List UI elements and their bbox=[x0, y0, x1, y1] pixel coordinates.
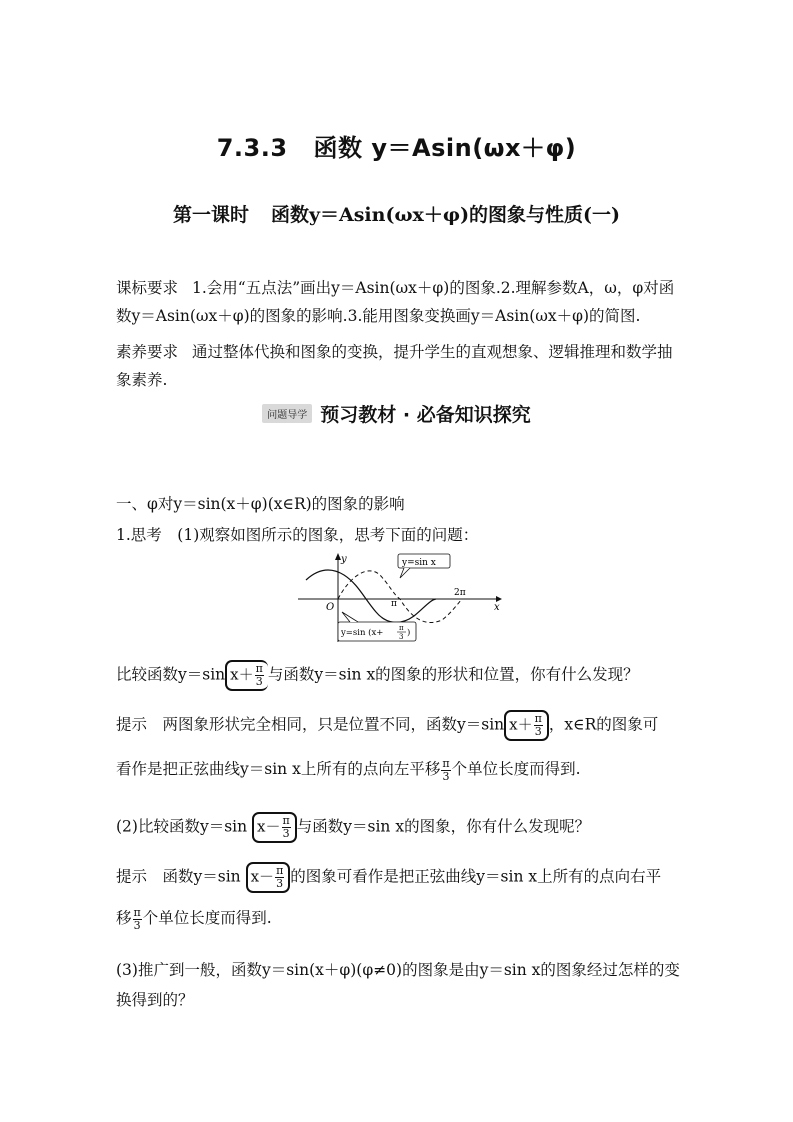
two-pi-label: 2π bbox=[454, 588, 466, 598]
title-number: 7.3.3 bbox=[216, 134, 288, 162]
question-3: (3)推广到一般，函数y＝sin(x＋φ)(φ≠0)的图象是由y＝sin x的图象经过怎样的变 bbox=[116, 961, 680, 979]
q1-text-post: 与函数y＝sin x的图象的形状和位置，你有什么发现？ bbox=[267, 665, 639, 684]
q1-fraction: $\frac{\pi}{3}$ bbox=[255, 662, 263, 688]
lesson-title: 函数y＝Asin(ωx＋φ)的图象与性质(一) bbox=[270, 204, 621, 226]
hint1-paren: x＋ $\frac{\pi}{3}$ bbox=[504, 710, 549, 741]
label-shifted-num: π bbox=[399, 624, 404, 632]
q1-text-pre: 比较函数y＝sin bbox=[116, 665, 226, 684]
q2-text-post: 与函数y＝sin x的图象，你有什么发现呢？ bbox=[296, 817, 591, 836]
label-shifted-post: ) bbox=[407, 628, 411, 638]
curriculum-requirements bbox=[116, 274, 682, 330]
literacy-requirements bbox=[116, 338, 682, 394]
requirements-text: 1.会用“五点法”画出y＝Asin(ωx＋φ)的图象.2.理解参数A，ω，φ对函数y＝Asin(ωx＋φ)的图象的影响.3.能用图象变换画y＝Asin(ωx＋φ)的简图. bbox=[116, 279, 675, 325]
hint1-text-post: ，x∈R的图象可 bbox=[548, 715, 659, 734]
hint-1-line-2: 看作是把正弦曲线y＝sin x上所有的点向左平移 $\frac{\pi}{3}$ 个单位长度而得到. bbox=[116, 756, 581, 783]
label-shifted-pre: y=sin (x+ bbox=[341, 628, 384, 638]
question-3-line-2: 换得到的？ bbox=[116, 991, 194, 1009]
label-sinx: y=sin x bbox=[402, 558, 436, 568]
literacy-text: 通过整体代换和图象的变换，提升学生的直观想象、逻辑推理和数学抽象素养. bbox=[116, 343, 673, 389]
shifted-sine-curve bbox=[306, 570, 436, 622]
think-question: 1.思考 (1)观察如图所示的图象，思考下面的问题： bbox=[116, 526, 479, 544]
q2-paren: x－ $\frac{\pi}{3}$ bbox=[252, 812, 297, 843]
q1-paren bbox=[225, 660, 268, 691]
q2-text-pre: (2)比较函数y＝sin bbox=[116, 817, 248, 836]
label-pointer-shifted bbox=[342, 612, 358, 622]
hint2-text-pre: 提示 函数y＝sin bbox=[116, 867, 241, 886]
hint-2-line-2: 移 $\frac{\pi}{3}$ 个单位长度而得到. bbox=[116, 905, 272, 932]
section-header bbox=[0, 400, 793, 427]
hint-1 bbox=[116, 710, 686, 741]
sine-curve-dashed bbox=[338, 571, 462, 623]
x-axis-label: x bbox=[494, 602, 500, 613]
title-text: 函数 y＝Asin(ωx＋φ) bbox=[313, 134, 577, 162]
hint-2 bbox=[116, 862, 686, 893]
part1-heading: 一、φ对y＝sin(x＋φ)(x∈R)的图象的影响 bbox=[116, 495, 405, 513]
lesson-label: 第一课时 bbox=[172, 204, 249, 226]
hint1-text-pre: 提示 两图象形状完全相同，只是位置不同，函数y＝sin bbox=[116, 715, 505, 734]
requirements-label: 课标要求 bbox=[116, 279, 179, 297]
label-shifted-den: 3 bbox=[399, 633, 404, 641]
y-axis-label: y bbox=[341, 554, 347, 565]
hint2-paren: x－ $\frac{\pi}{3}$ bbox=[246, 862, 291, 893]
lesson-subtitle bbox=[0, 200, 793, 227]
page-title bbox=[0, 128, 793, 163]
pi-label: π bbox=[391, 599, 397, 609]
q1-paren-x: x＋ bbox=[230, 665, 254, 684]
label-pointer-sinx bbox=[400, 568, 410, 578]
literacy-label: 素养要求 bbox=[116, 343, 179, 361]
section-title: 预习教材 · 必备知识探究 bbox=[320, 404, 531, 426]
section-badge: 问题导学 bbox=[262, 404, 312, 423]
hint2-text-post: 的图象可看作是把正弦曲线y＝sin x上所有的点向右平 bbox=[290, 867, 662, 886]
origin-label: O bbox=[326, 602, 335, 613]
sine-shift-figure bbox=[296, 550, 506, 646]
question-1 bbox=[116, 660, 686, 691]
question-2 bbox=[116, 812, 686, 843]
